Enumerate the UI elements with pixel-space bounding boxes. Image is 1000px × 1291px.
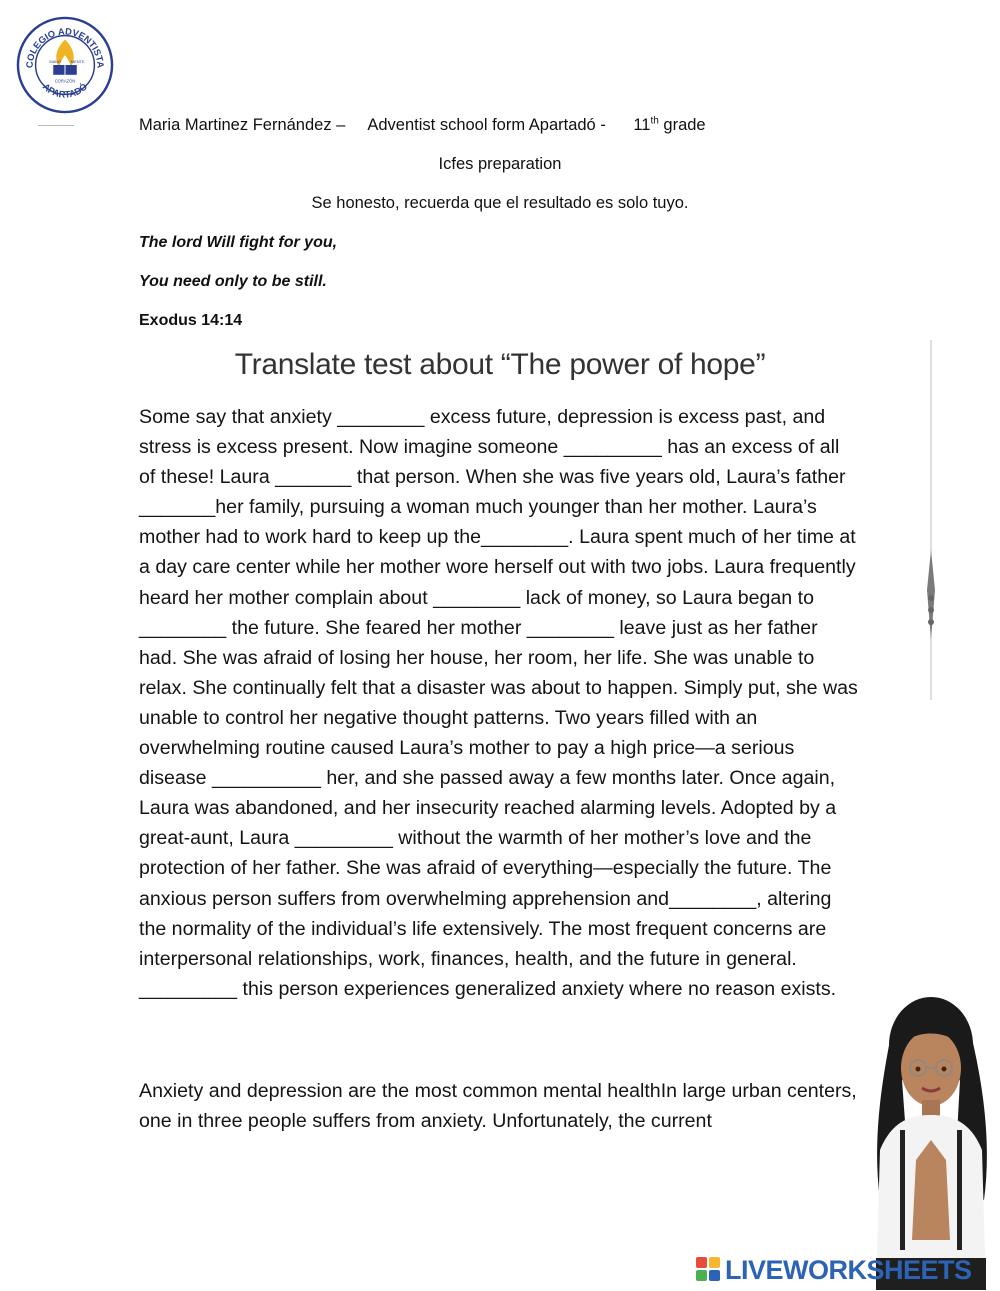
page-title: Translate test about “The power of hope” bbox=[234, 348, 766, 381]
paragraph-1: Some say that anxiety ________ excess future, depression is excess past, and stress is excess present. Now imagine someone _________ has an excess of all of these! Laura _______ that person. When she was five years old, Laura’s father _______her family, pursuing a woman much younger than her mother. Laura’s mother had to work hard to keep up the________. Laura spent much of her time at a day care center while her mother wore herself out with two jobs. Laura frequently heard her mother complain about ________ lack of money, so Laura began to ________ the future. She feared her mother ________ leave just as her father had. She was afraid of losing her house, her room, her life. She was unable to relax. She continually felt that a disaster was about to happen. Simply put, she was unable to control her negative thought patterns. Two years filled with an overwhelming routine caused Laura’s mother to pay a high price—a serious disease __________ her, and she passed away a few months later. Once again, Laura was abandoned, and her insecurity reached alarming levels. Adopted by a great-aunt, Laura _________ without the warmth of her mother’s love and the protection of her father. She was afraid of everything—especially the future. The anxious person suffers from overwhelming apprehension and________, altering the normality of the individual’s life extensively. The most frequent concerns are interpersonal relationships, work, finances, health, and the future in general. _________ this person experiences generalized anxiety where no reason exists. bbox=[139, 406, 858, 1000]
verse-reference: Exodus 14:14 bbox=[139, 312, 243, 329]
subtitle: Icfes preparation bbox=[438, 155, 562, 173]
decorative-ornament bbox=[922, 340, 940, 700]
avatar-illustration bbox=[862, 990, 1000, 1290]
motto: Se honesto, recuerda que el resultado es solo tuyo. bbox=[311, 194, 689, 212]
logo-bottom-text: APARTADÓ bbox=[40, 81, 90, 100]
grade-suffix: th bbox=[650, 115, 659, 127]
logo-word-2: MENTE bbox=[70, 59, 85, 65]
school-logo bbox=[16, 16, 114, 114]
school-name: Adventist school form Apartadó - bbox=[367, 116, 606, 134]
paragraph-2: Anxiety and depression are the most common mental healthIn large urban centers, one in three people suffers from anxiety. Unfortunately, the current bbox=[139, 1080, 857, 1133]
liveworksheets-brand: LIVEWORKSHEETS bbox=[725, 1254, 972, 1285]
logo-word-1: MANO bbox=[49, 59, 62, 65]
verse-line-1: The lord Will fight for you, bbox=[139, 234, 338, 251]
logo-word-3: CORAZÓN bbox=[54, 78, 76, 84]
grade-word: grade bbox=[663, 116, 706, 134]
logo-top-text: COLEGIO ADVENTISTA bbox=[24, 26, 106, 69]
liveworksheets-logo bbox=[696, 1254, 972, 1286]
author-name: Maria Martinez Fernández – bbox=[139, 116, 346, 134]
divider bbox=[38, 125, 74, 126]
verse-line-2: You need only to be still. bbox=[139, 273, 327, 290]
liveworksheets-icon bbox=[696, 1257, 722, 1283]
header-line bbox=[139, 116, 706, 135]
grade-number: 11 bbox=[633, 116, 651, 134]
